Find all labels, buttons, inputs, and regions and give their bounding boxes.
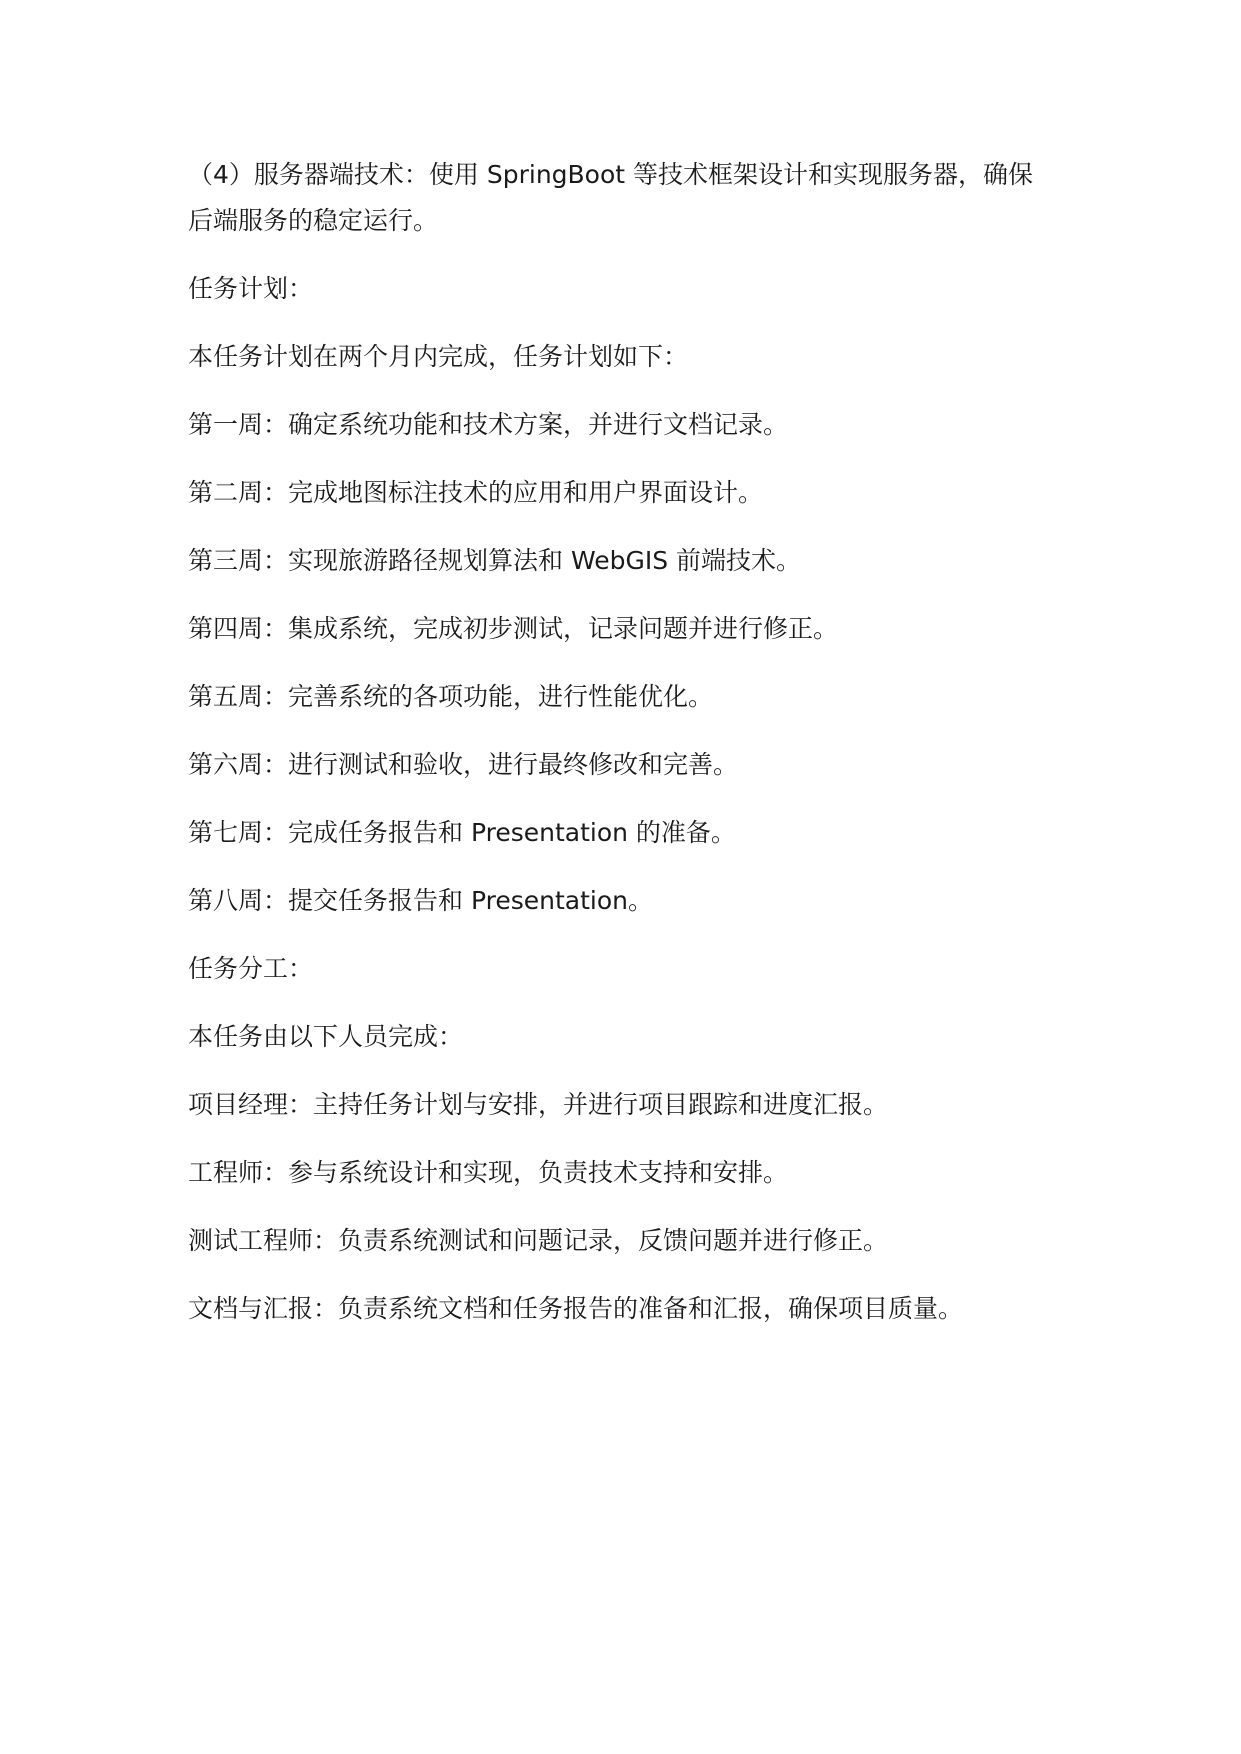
role-test-engineer: 测试工程师：负责系统测试和问题记录，反馈问题并进行修正。: [188, 1226, 889, 1255]
plan-week-5: 第五周：完善系统的各项功能，进行性能优化。: [188, 682, 714, 711]
plan-week-7: 第七周：完成任务报告和 Presentation 的准备。: [188, 818, 736, 847]
plan-week-8: 第八周：提交任务报告和 Presentation。: [188, 886, 653, 915]
heading-task-plan: 任务计划：: [188, 274, 314, 303]
plan-week-6: 第六周：进行测试和验收，进行最终修改和完善。: [188, 750, 739, 779]
heading-task-division: 任务分工：: [188, 954, 314, 983]
paragraph-division-intro: 本任务由以下人员完成：: [188, 1022, 464, 1051]
role-engineer: 工程师：参与系统设计和实现，负责技术支持和安排。: [188, 1158, 789, 1187]
document-body: [188, 152, 1058, 1332]
role-documentation: 文档与汇报：负责系统文档和任务报告的准备和汇报，确保项目质量。: [188, 1294, 964, 1323]
plan-week-3: 第三周：实现旅游路径规划算法和 WebGIS 前端技术。: [188, 546, 802, 575]
plan-week-1: 第一周：确定系统功能和技术方案，并进行文档记录。: [188, 410, 789, 439]
role-project-manager: 项目经理：主持任务计划与安排，并进行项目跟踪和进度汇报。: [188, 1090, 889, 1119]
plan-week-4: 第四周：集成系统，完成初步测试，记录问题并进行修正。: [188, 614, 839, 643]
paragraph-plan-intro: 本任务计划在两个月内完成，任务计划如下：: [188, 342, 689, 371]
paragraph-server-tech: （4）服务器端技术：使用 SpringBoot 等技术框架设计和实现服务器，确保后端服务的稳定运行。: [188, 160, 1034, 235]
plan-week-2: 第二周：完成地图标注技术的应用和用户界面设计。: [188, 478, 764, 507]
